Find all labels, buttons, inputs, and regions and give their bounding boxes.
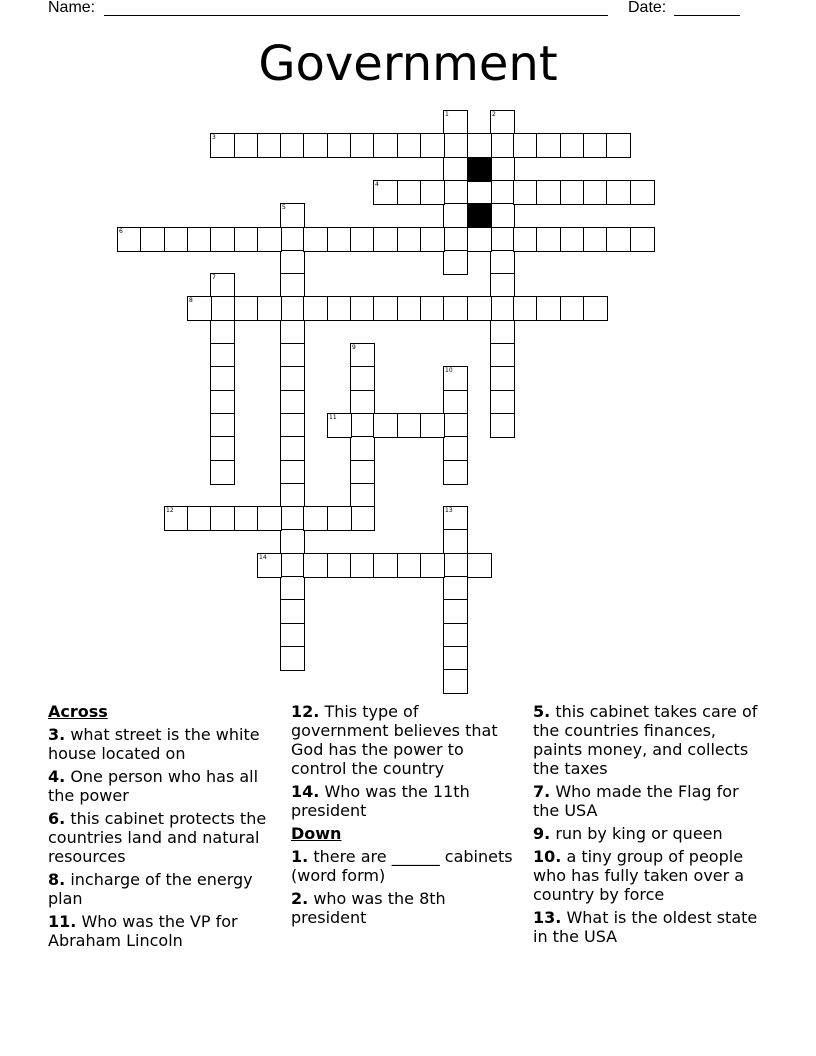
clue-number: 7. bbox=[533, 782, 551, 801]
grid-cell[interactable] bbox=[536, 133, 561, 158]
cell-number: 7 bbox=[212, 274, 216, 281]
grid-cell[interactable] bbox=[420, 413, 445, 438]
clue-across-12 bbox=[291, 702, 521, 778]
grid-cell[interactable] bbox=[303, 506, 328, 531]
grid-cell[interactable] bbox=[210, 133, 235, 158]
grid-cell[interactable] bbox=[350, 553, 375, 578]
grid-cell[interactable] bbox=[350, 366, 375, 391]
grid-cell[interactable] bbox=[490, 157, 515, 182]
clue-number: 6. bbox=[48, 809, 66, 828]
grid-cell[interactable] bbox=[280, 366, 305, 391]
grid-cell[interactable] bbox=[560, 133, 585, 158]
grid-cell[interactable] bbox=[513, 133, 538, 158]
clue-text: Who was the 11th president bbox=[291, 782, 470, 820]
clue-text: incharge of the energy plan bbox=[48, 870, 253, 908]
grid-cell[interactable] bbox=[443, 460, 468, 485]
grid-cell[interactable] bbox=[490, 133, 515, 158]
grid-cell[interactable] bbox=[560, 296, 585, 321]
grid-cell[interactable] bbox=[420, 553, 445, 578]
grid-cell[interactable] bbox=[397, 413, 422, 438]
clue-text: this cabinet takes care of the countries finances, paints money, and collects the taxes bbox=[533, 702, 758, 778]
grid-cell[interactable] bbox=[210, 390, 235, 415]
clue-text: there are ______ cabinets (word form) bbox=[291, 847, 513, 885]
puzzle-title: Government bbox=[258, 36, 558, 92]
grid-cell[interactable] bbox=[373, 180, 398, 205]
grid-cell[interactable] bbox=[373, 553, 398, 578]
grid-cell[interactable] bbox=[210, 296, 235, 321]
grid-cell[interactable] bbox=[303, 133, 328, 158]
grid-cell[interactable] bbox=[490, 320, 515, 345]
grid-cell[interactable] bbox=[257, 553, 282, 578]
grid-cell[interactable] bbox=[303, 553, 328, 578]
grid-cell[interactable] bbox=[350, 227, 375, 252]
grid-cell[interactable] bbox=[443, 110, 468, 135]
grid-cell[interactable] bbox=[606, 227, 631, 252]
grid-cell[interactable] bbox=[443, 133, 468, 158]
clue-down-5 bbox=[533, 702, 763, 778]
grid-cell[interactable] bbox=[164, 227, 189, 252]
grid-cell[interactable] bbox=[536, 227, 561, 252]
clue-down-9 bbox=[533, 824, 763, 843]
clue-across-14 bbox=[291, 782, 521, 820]
grid-cell[interactable] bbox=[443, 576, 468, 601]
grid-cell[interactable] bbox=[280, 599, 305, 624]
cell-number: 14 bbox=[259, 554, 267, 561]
grid-cell[interactable] bbox=[117, 227, 142, 252]
clue-number: 10. bbox=[533, 847, 562, 866]
cell-number: 4 bbox=[375, 181, 379, 188]
grid-cell[interactable] bbox=[210, 343, 235, 368]
grid-cell[interactable] bbox=[280, 506, 305, 531]
grid-cell[interactable] bbox=[397, 296, 422, 321]
grid-cell[interactable] bbox=[420, 227, 445, 252]
cell-number: 11 bbox=[329, 414, 337, 421]
grid-cell[interactable] bbox=[350, 413, 375, 438]
clue-across-4 bbox=[48, 767, 270, 805]
grid-cell[interactable] bbox=[443, 180, 468, 205]
grid-cell[interactable] bbox=[420, 180, 445, 205]
grid-cell[interactable] bbox=[350, 436, 375, 461]
grid-cell[interactable] bbox=[327, 296, 352, 321]
grid-cell[interactable] bbox=[490, 110, 515, 135]
clue-number: 13. bbox=[533, 908, 562, 927]
grid-cell[interactable] bbox=[187, 506, 212, 531]
grid-cell[interactable] bbox=[280, 390, 305, 415]
down-heading: Down bbox=[291, 824, 342, 843]
grid-cell[interactable] bbox=[350, 133, 375, 158]
clues-column-2 bbox=[291, 702, 521, 931]
grid-cell[interactable] bbox=[210, 413, 235, 438]
cell-number: 2 bbox=[492, 111, 496, 118]
grid-cell[interactable] bbox=[443, 623, 468, 648]
grid-cell[interactable] bbox=[350, 483, 375, 508]
grid-cell[interactable] bbox=[210, 320, 235, 345]
grid-cell[interactable] bbox=[443, 646, 468, 671]
grid-cell[interactable] bbox=[630, 180, 655, 205]
grid-cell[interactable] bbox=[443, 599, 468, 624]
grid-cell[interactable] bbox=[234, 133, 259, 158]
grid-cell[interactable] bbox=[280, 436, 305, 461]
grid-cell[interactable] bbox=[397, 133, 422, 158]
grid-cell[interactable] bbox=[280, 413, 305, 438]
grid-cell[interactable] bbox=[443, 553, 468, 578]
clue-text: this cabinet protects the countries land and natural resources bbox=[48, 809, 267, 866]
grid-cell[interactable] bbox=[443, 157, 468, 182]
cell-number: 13 bbox=[445, 507, 453, 514]
clue-across-3 bbox=[48, 725, 270, 763]
clue-down-1 bbox=[291, 847, 521, 885]
clue-down-7 bbox=[533, 782, 763, 820]
grid-cell[interactable] bbox=[373, 133, 398, 158]
grid-cell[interactable] bbox=[280, 296, 305, 321]
clue-number: 2. bbox=[291, 889, 309, 908]
grid-cell[interactable] bbox=[280, 203, 305, 228]
grid-cell[interactable] bbox=[443, 366, 468, 391]
grid-cell[interactable] bbox=[443, 506, 468, 531]
grid-cell[interactable] bbox=[443, 669, 468, 694]
clue-down-10 bbox=[533, 847, 763, 904]
grid-cell[interactable] bbox=[513, 296, 538, 321]
clue-text: Who made the Flag for the USA bbox=[533, 782, 739, 820]
clue-number: 3. bbox=[48, 725, 66, 744]
grid-cell[interactable] bbox=[350, 506, 375, 531]
grid-cell[interactable] bbox=[257, 133, 282, 158]
grid-cell[interactable] bbox=[210, 506, 235, 531]
grid-cell[interactable] bbox=[467, 296, 492, 321]
clue-text: what street is the white house located on bbox=[48, 725, 260, 763]
cell-number: 8 bbox=[189, 297, 193, 304]
grid-cell[interactable] bbox=[280, 343, 305, 368]
grid-cell[interactable] bbox=[606, 133, 631, 158]
cell-number: 1 bbox=[445, 111, 449, 118]
cell-number: 6 bbox=[119, 228, 123, 235]
grid-cell[interactable] bbox=[443, 227, 468, 252]
grid-cell[interactable] bbox=[280, 227, 305, 252]
grid-cell[interactable] bbox=[467, 553, 492, 578]
grid-cell[interactable] bbox=[210, 436, 235, 461]
grid-cell[interactable] bbox=[303, 296, 328, 321]
grid-cell[interactable] bbox=[443, 436, 468, 461]
grid-cell[interactable] bbox=[280, 529, 305, 554]
grid-cell[interactable] bbox=[536, 296, 561, 321]
grid-cell[interactable] bbox=[327, 227, 352, 252]
grid-cell[interactable] bbox=[443, 250, 468, 275]
grid-cell[interactable] bbox=[490, 250, 515, 275]
grid-cell[interactable] bbox=[187, 296, 212, 321]
grid-cell[interactable] bbox=[280, 483, 305, 508]
grid-cell[interactable] bbox=[350, 390, 375, 415]
grid-cell[interactable] bbox=[280, 320, 305, 345]
grid-cell[interactable] bbox=[280, 576, 305, 601]
grid-cell[interactable] bbox=[397, 180, 422, 205]
clues-column-3 bbox=[533, 702, 763, 950]
grid-cell[interactable] bbox=[350, 460, 375, 485]
clue-number: 5. bbox=[533, 702, 551, 721]
grid-cell[interactable] bbox=[327, 506, 352, 531]
cell-number: 3 bbox=[212, 134, 216, 141]
grid-cell[interactable] bbox=[443, 390, 468, 415]
clue-text: who was the 8th president bbox=[291, 889, 446, 927]
grid-cell[interactable] bbox=[606, 180, 631, 205]
grid-cell[interactable] bbox=[490, 343, 515, 368]
grid-cell[interactable] bbox=[583, 296, 608, 321]
grid-cell[interactable] bbox=[513, 227, 538, 252]
grid-cell[interactable] bbox=[490, 413, 515, 438]
clues-column-1 bbox=[48, 702, 270, 954]
grid-cell[interactable] bbox=[350, 296, 375, 321]
cell-number: 9 bbox=[352, 344, 356, 351]
grid-cell[interactable] bbox=[490, 296, 515, 321]
grid-cell[interactable] bbox=[490, 366, 515, 391]
grid-cell[interactable] bbox=[420, 296, 445, 321]
clue-number: 4. bbox=[48, 767, 66, 786]
grid-cell[interactable] bbox=[397, 227, 422, 252]
clue-text: One person who has all the power bbox=[48, 767, 259, 805]
grid-cell[interactable] bbox=[280, 133, 305, 158]
grid-cell[interactable] bbox=[280, 623, 305, 648]
grid-cell[interactable] bbox=[303, 227, 328, 252]
grid-cell[interactable] bbox=[443, 296, 468, 321]
grid-cell[interactable] bbox=[257, 227, 282, 252]
cell-number: 5 bbox=[282, 204, 286, 211]
clue-number: 1. bbox=[291, 847, 309, 866]
grid-cell[interactable] bbox=[210, 227, 235, 252]
grid-cell[interactable] bbox=[373, 413, 398, 438]
grid-cell[interactable] bbox=[234, 506, 259, 531]
grid-cell[interactable] bbox=[327, 133, 352, 158]
grid-cell[interactable] bbox=[187, 227, 212, 252]
grid-cell[interactable] bbox=[420, 133, 445, 158]
grid-cell[interactable] bbox=[630, 227, 655, 252]
across-heading: Across bbox=[48, 702, 108, 721]
grid-cell[interactable] bbox=[490, 227, 515, 252]
grid-cell[interactable] bbox=[280, 460, 305, 485]
grid-cell[interactable] bbox=[443, 413, 468, 438]
clue-across-11 bbox=[48, 912, 270, 950]
grid-cell[interactable] bbox=[397, 553, 422, 578]
grid-cell[interactable] bbox=[280, 250, 305, 275]
grid-cell[interactable] bbox=[490, 180, 515, 205]
grid-cell[interactable] bbox=[467, 227, 492, 252]
clue-across-8 bbox=[48, 870, 270, 908]
grid-cell[interactable] bbox=[467, 133, 492, 158]
grid-cell[interactable] bbox=[164, 506, 189, 531]
grid-cell[interactable] bbox=[583, 133, 608, 158]
grid-cell[interactable] bbox=[210, 460, 235, 485]
clue-number: 14. bbox=[291, 782, 320, 801]
black-cell bbox=[467, 157, 492, 182]
grid-cell[interactable] bbox=[280, 273, 305, 298]
name-label: Name: bbox=[48, 0, 96, 16]
grid-cell[interactable] bbox=[513, 180, 538, 205]
grid-cell[interactable] bbox=[490, 273, 515, 298]
grid-cell[interactable] bbox=[373, 227, 398, 252]
grid-cell[interactable] bbox=[280, 553, 305, 578]
grid-cell[interactable] bbox=[583, 227, 608, 252]
grid-cell[interactable] bbox=[210, 366, 235, 391]
grid-cell[interactable] bbox=[210, 273, 235, 298]
grid-cell[interactable] bbox=[350, 343, 375, 368]
grid-cell[interactable] bbox=[560, 227, 585, 252]
cell-number: 10 bbox=[445, 367, 453, 374]
clue-text: This type of government believes that God has the power to control the country bbox=[291, 702, 498, 778]
clue-number: 12. bbox=[291, 702, 320, 721]
grid-cell[interactable] bbox=[560, 180, 585, 205]
grid-cell[interactable] bbox=[373, 296, 398, 321]
grid-cell[interactable] bbox=[234, 227, 259, 252]
clue-across-6 bbox=[48, 809, 270, 866]
grid-cell[interactable] bbox=[490, 203, 515, 228]
cell-number: 12 bbox=[166, 507, 174, 514]
grid-cell[interactable] bbox=[234, 296, 259, 321]
grid-cell[interactable] bbox=[467, 180, 492, 205]
clue-text: Who was the VP for Abraham Lincoln bbox=[48, 912, 238, 950]
grid-cell[interactable] bbox=[280, 646, 305, 671]
grid-cell[interactable] bbox=[443, 203, 468, 228]
clue-down-13 bbox=[533, 908, 763, 946]
grid-cell[interactable] bbox=[327, 413, 352, 438]
grid-cell[interactable] bbox=[140, 227, 165, 252]
grid-cell[interactable] bbox=[327, 553, 352, 578]
grid-cell[interactable] bbox=[583, 180, 608, 205]
clue-text: a tiny group of people who has fully taken over a country by force bbox=[533, 847, 745, 904]
clue-text: run by king or queen bbox=[555, 824, 723, 843]
grid-cell[interactable] bbox=[536, 180, 561, 205]
date-label: Date: bbox=[628, 0, 667, 16]
grid-cell[interactable] bbox=[257, 296, 282, 321]
grid-cell[interactable] bbox=[257, 506, 282, 531]
clue-number: 9. bbox=[533, 824, 551, 843]
grid-cell[interactable] bbox=[443, 529, 468, 554]
grid-cell[interactable] bbox=[490, 390, 515, 415]
clue-number: 11. bbox=[48, 912, 77, 931]
clue-down-2 bbox=[291, 889, 521, 927]
clue-number: 8. bbox=[48, 870, 66, 889]
black-cell bbox=[467, 203, 492, 228]
clue-text: What is the oldest state in the USA bbox=[533, 908, 758, 946]
